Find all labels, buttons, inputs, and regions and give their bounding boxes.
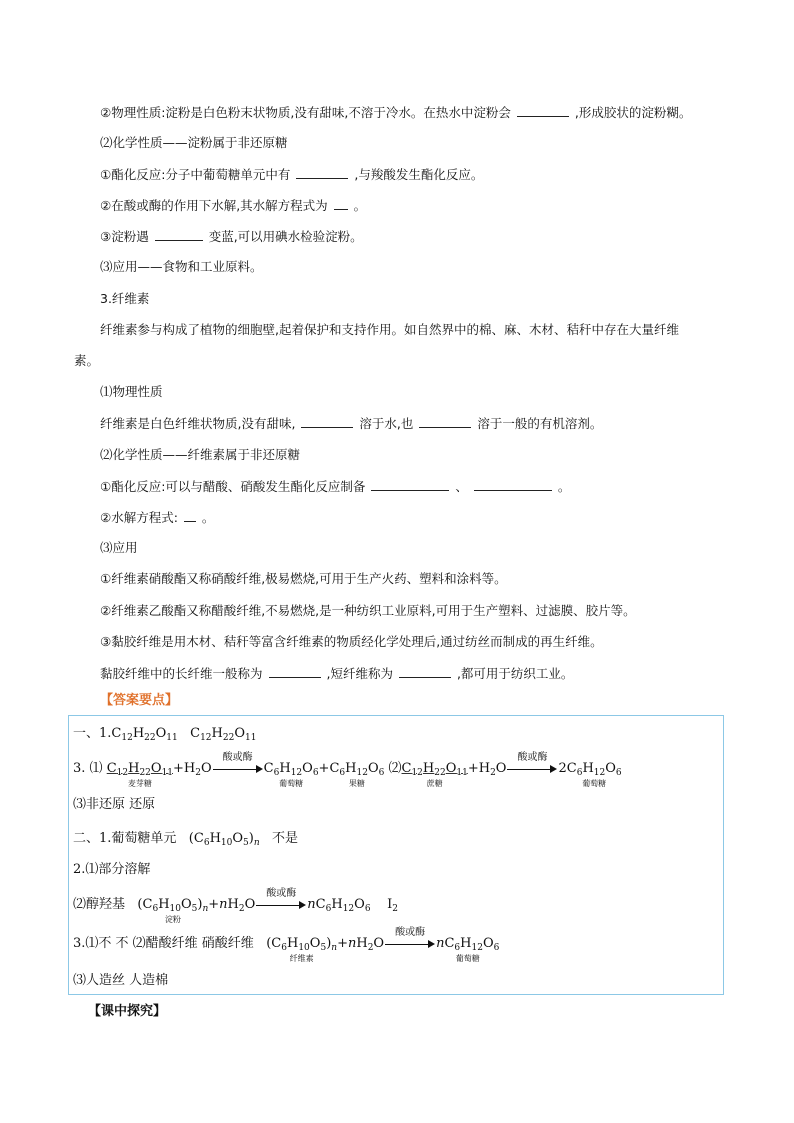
line-viscose: ③黏胶纤维是用木材、秸秆等富含纤维素的物质经化学处理后,通过纺丝而制成的再生纤维。 [100, 634, 603, 649]
text: ②物理性质:淀粉是白色粉末状物质,没有甜味,不溶于冷水。在热水中淀粉会 [100, 105, 511, 120]
fill-blank[interactable] [399, 665, 451, 678]
fill-blank[interactable] [419, 415, 471, 428]
answer-prefix: 一、1. [73, 726, 112, 741]
answer-text: 3.⑴不 不 ⑵醋酸纤维 硝酸纤维 [73, 936, 254, 951]
formula-starch: $(C_6H_{10}O_5)_n$ 淀粉 [137, 896, 208, 918]
answer-text: ⑵醇羟基 [73, 897, 126, 912]
reaction-arrow-icon [256, 887, 306, 912]
line-physical-cellulose [100, 415, 602, 432]
text: 。 [201, 510, 215, 525]
answer-line-8: 3.⑴不 不 ⑵醋酸纤维 硝酸纤维 $(C_6H_{10}O_5)_n$ 纤维素 $+nH_2O$ 酸或酶 $nC_6H_{12}O_6$ 葡萄糖 [73, 935, 499, 957]
line-ester-cellulose [100, 478, 570, 495]
line-use-starch: ⑶应用——食物和工业原料。 [100, 259, 263, 274]
text: ②水解方程式: [100, 510, 178, 525]
line-cellulose-intro: 纤维素参与构成了植物的细胞壁,起着保护和支持作用。如自然界中的棉、麻、木材、秸秆中存在大量纤维 [100, 322, 679, 337]
line-hydrolysis-cellulose [100, 509, 214, 526]
text: ,短纤维称为 [326, 666, 393, 681]
answer-line-7: ⑵醇羟基 $(C_6H_{10}O_5)_n$ 淀粉 $+nH_2O$ 酸或酶 $nC_6H_{12}O_6$ $I_2$ [73, 896, 398, 918]
line-physical-starch [100, 104, 691, 121]
fill-blank[interactable] [334, 197, 348, 210]
formula-cellulose: $(C_6H_{10}O_5)_n$ 纤维素 [266, 935, 337, 957]
formula-glucose: $C_6H_{12}O_6$ 葡萄糖 [264, 760, 319, 782]
answer-line-1: 一、$1.C_{12}H_{22}O_{11}$ $C_{12}H_{22}O_{11}$ [73, 726, 257, 743]
note-label: 葡萄糖 [279, 779, 304, 788]
fill-blank[interactable] [371, 478, 449, 491]
line-chem-starch: ⑵化学性质——淀粉属于非还原糖 [100, 135, 288, 150]
fill-blank[interactable] [517, 104, 569, 117]
formula-glucose: $nC_6H_{12}O_6$ 葡萄糖 [436, 935, 499, 957]
note-label: 果糖 [348, 779, 365, 788]
note-label: 蔗糖 [426, 779, 443, 788]
line-iodine-test [100, 228, 363, 245]
note-label: 纤维素 [289, 954, 314, 963]
text: ,形成胶状的淀粉糊。 [574, 105, 692, 120]
line-physical-cellulose-head: ⑴物理性质 [100, 384, 163, 399]
fill-blank[interactable] [301, 415, 353, 428]
text: 。 [353, 198, 367, 213]
fill-blank[interactable] [296, 166, 348, 179]
condition-label: 酸或酶 [395, 926, 426, 938]
line-viscose-fiber [100, 665, 573, 682]
fill-blank[interactable] [184, 509, 196, 522]
answer-line-9: ⑶人造丝 人造棉 [73, 973, 169, 988]
text: ①酯化反应:可以与醋酸、硝酸发生酯化反应制备 [100, 479, 366, 494]
formula-maltose: $C_{12}H_{22}O_{11}$ 麦芽糖 [107, 760, 173, 782]
answer-line-5: 二、1.葡萄糖单元 $(C_6H_{10}O_5)_n$ 不是 [73, 831, 299, 848]
line-use-cellulose-head: ⑶应用 [100, 540, 138, 555]
condition-label: 酸或酶 [517, 751, 548, 763]
text: ①酯化反应:分子中葡萄糖单元中有 [100, 167, 291, 182]
fill-blank[interactable] [474, 478, 552, 491]
note-label: 淀粉 [164, 915, 181, 924]
note-label: 葡萄糖 [582, 779, 607, 788]
line-ester-starch [100, 166, 483, 183]
answer-text: 不是 [272, 831, 299, 846]
text: 、 [455, 479, 468, 494]
note-label: 葡萄糖 [455, 954, 480, 963]
reaction-arrow-icon [507, 751, 557, 776]
answer-line-3: 3. ⑴ $C_{12}H_{22}O_{11}$ 麦芽糖 $+H_2O$ 酸或酶 $C_6H_{12}O_6$ 葡萄糖 $+C_6H_{12}O_6$ 果糖 $⑵C_{12}H_{22}O_{11}$ 蔗糖 $+H_2O$ 酸或酶 $2C_6H_{12}O_6$ 葡萄糖 [73, 760, 622, 782]
answer-prefix: 3. ⑴ [73, 761, 103, 776]
answer-line-6: 2.⑴部分溶解 [73, 862, 151, 877]
text: 溶于一般的有机溶剂。 [477, 416, 603, 431]
fill-blank[interactable] [155, 228, 203, 241]
text: ,都可用于纺织工业。 [456, 666, 574, 681]
formula-glucose: $C_6H_{12}O_6$ 葡萄糖 [567, 760, 622, 782]
line-chem-cellulose: ⑵化学性质——纤维素属于非还原糖 [100, 447, 301, 462]
text: 溶于水,也 [359, 416, 414, 431]
text: ③淀粉遇 [100, 229, 149, 244]
condition-label: 酸或酶 [266, 887, 297, 899]
answer-box [68, 715, 724, 995]
formula-sucrose: $C_{12}H_{22}O_{11}$ 蔗糖 [402, 760, 468, 782]
text: 。 [557, 479, 571, 494]
text: 纤维素是白色纤维状物质,没有甜味, [100, 416, 296, 431]
reaction-arrow-icon [385, 926, 435, 951]
line-cellulose-intro-cont: 素。 [74, 353, 100, 368]
answer-text: I [387, 897, 393, 912]
fill-blank[interactable] [269, 665, 321, 678]
text: 变蓝,可以用碘水检验淀粉。 [208, 229, 363, 244]
heading-cellulose: 3.纤维素 [100, 291, 150, 306]
line-acetate: ②纤维素乙酸酯又称醋酸纤维,不易燃烧,是一种纺织工业原料,可用于生产塑料、过滤膜、胶片等。 [100, 603, 636, 618]
answer-text: 二、1.葡萄糖单元 [73, 831, 177, 846]
note-label: 麦芽糖 [127, 779, 152, 788]
line-hydrolysis-starch [100, 197, 366, 214]
condition-label: 酸或酶 [222, 751, 253, 763]
answer-line-4: ⑶非还原 还原 [73, 797, 156, 812]
formula-fructose: $C_6H_{12}O_6$ 果糖 [329, 760, 384, 782]
answer-prefix: ⑵ [388, 761, 402, 776]
text: ②在酸或酶的作用下水解,其水解方程式为 [100, 198, 328, 213]
reaction-arrow-icon [213, 751, 263, 776]
text: 黏胶纤维中的长纤维一般称为 [100, 666, 263, 681]
section-heading: 【课中探究】 [88, 1004, 167, 1019]
answer-heading: 【答案要点】 [100, 693, 179, 708]
line-nitrocellulose: ①纤维素硝酸酯又称硝酸纤维,极易燃烧,可用于生产火药、塑料和涂料等。 [100, 571, 507, 586]
text: ,与羧酸发生酯化反应。 [354, 167, 484, 182]
